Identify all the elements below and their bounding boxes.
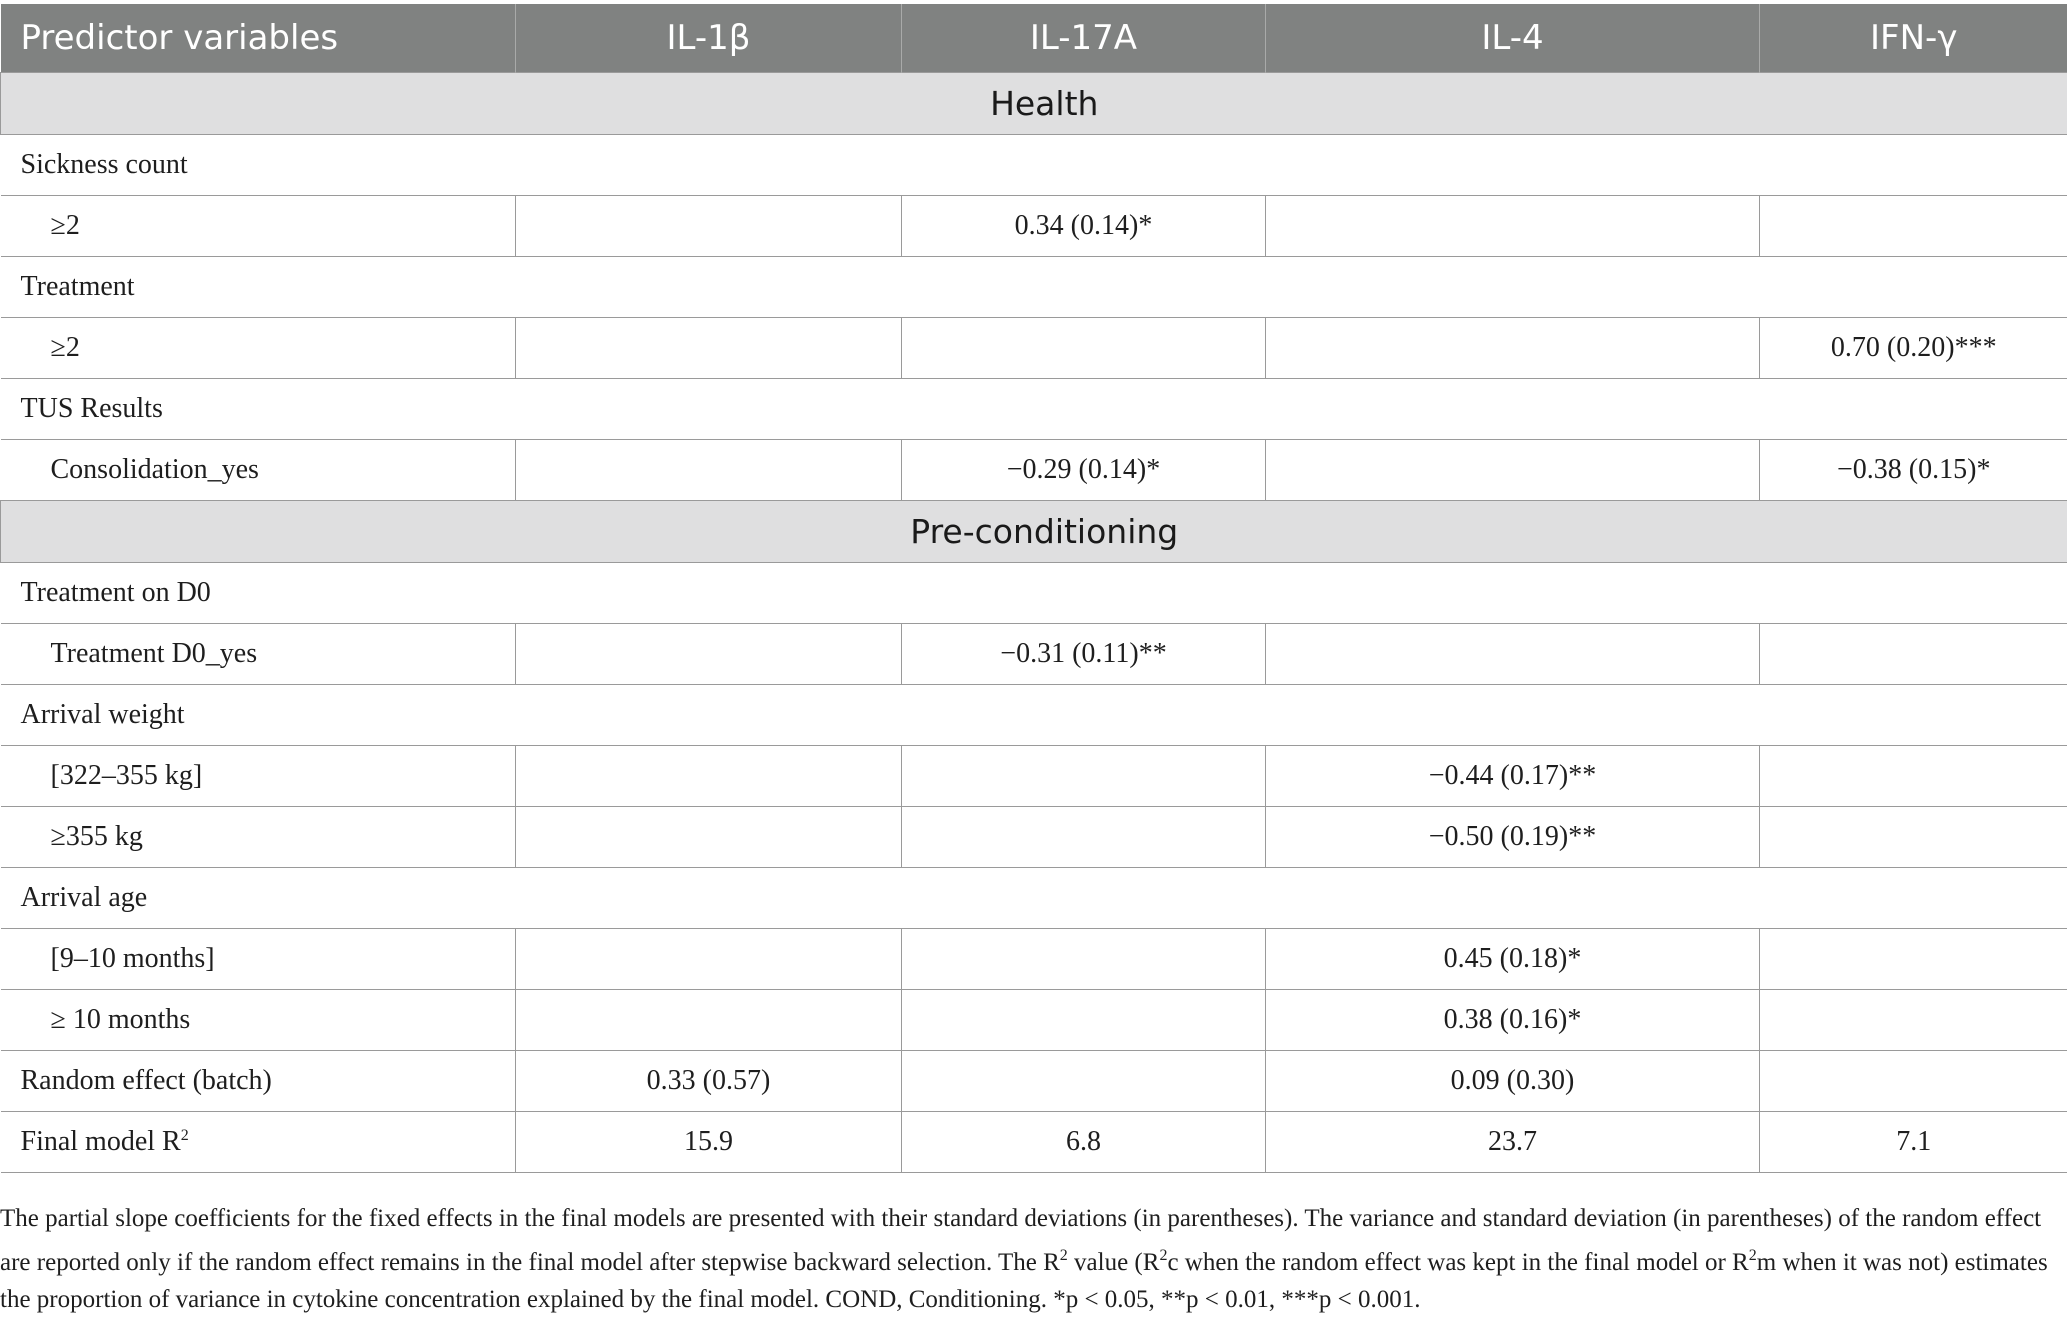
cell-il4 <box>1266 624 1760 685</box>
header-il4: IL-4 <box>1266 4 1760 73</box>
superscript: 2 <box>180 1127 189 1144</box>
header-il17a: IL-17A <box>902 4 1266 73</box>
row-label: Random effect (batch) <box>1 1051 516 1112</box>
cell-il17a: 6.8 <box>902 1112 1266 1173</box>
cell-il1b <box>516 624 902 685</box>
cell-il1b <box>516 196 902 257</box>
cell-il17a <box>902 318 1266 379</box>
group-label-arrival-age: Arrival age <box>1 868 2067 929</box>
cell-il17a <box>902 1051 1266 1112</box>
cell-il17a: 0.34 (0.14)* <box>902 196 1266 257</box>
cell-ifng: 0.70 (0.20)*** <box>1760 318 2067 379</box>
section-title-health: Health <box>1 73 2067 135</box>
cell-ifng: 7.1 <box>1760 1112 2067 1173</box>
cell-ifng <box>1760 929 2067 990</box>
cell-il4: 23.7 <box>1266 1112 1760 1173</box>
row-label: Treatment D0_yes <box>1 624 516 685</box>
group-row-arrival-weight <box>1 685 2067 746</box>
table-row <box>1 624 2067 685</box>
table-row <box>1 807 2067 868</box>
cell-il1b <box>516 440 902 501</box>
row-label: [9–10 months] <box>1 929 516 990</box>
cell-il17a <box>902 746 1266 807</box>
cell-ifng <box>1760 1051 2067 1112</box>
cell-il4 <box>1266 196 1760 257</box>
section-title-preconditioning: Pre-conditioning <box>1 501 2067 563</box>
row-label: ≥2 <box>1 318 516 379</box>
group-label-treatment-d0: Treatment on D0 <box>1 563 2067 624</box>
cell-ifng: −0.38 (0.15)* <box>1760 440 2067 501</box>
superscript: 2 <box>1159 1247 1168 1264</box>
cytokine-regression-table <box>0 4 2067 1173</box>
cell-il17a: −0.31 (0.11)** <box>902 624 1266 685</box>
cell-il4: 0.45 (0.18)* <box>1266 929 1760 990</box>
row-label: [322–355 kg] <box>1 746 516 807</box>
cell-il17a <box>902 990 1266 1051</box>
cell-il4 <box>1266 440 1760 501</box>
row-label-final-r2 <box>1 1112 516 1173</box>
results-table-container <box>0 4 2067 1173</box>
footnote-text: value (R <box>1067 1249 1160 1276</box>
cell-ifng <box>1760 624 2067 685</box>
cell-il1b <box>516 318 902 379</box>
cell-il17a <box>902 807 1266 868</box>
group-row-treatment-d0 <box>1 563 2067 624</box>
cell-il1b <box>516 990 902 1051</box>
cell-il4: −0.50 (0.19)** <box>1266 807 1760 868</box>
footnote-text: The partial slope coefficients for the fixed effects in the final models are presented with their standard deviations (in parentheses). The variance and standard deviation (in parentheses) of the random effect are reported only if the random effect remains in the final model after stepwise backward selection. The R <box>0 1205 2042 1276</box>
superscript: 2 <box>1748 1247 1757 1264</box>
row-label: ≥ 10 months <box>1 990 516 1051</box>
table-row <box>1 196 2067 257</box>
header-il1b: IL-1β <box>516 4 902 73</box>
table-row <box>1 929 2067 990</box>
row-label-text: Final model R <box>20 1126 181 1157</box>
footnote-text: c when the random effect was kept in the final model or R <box>1167 1249 1749 1276</box>
cell-il4: −0.44 (0.17)** <box>1266 746 1760 807</box>
group-label-arrival-weight: Arrival weight <box>1 685 2067 746</box>
superscript: 2 <box>1059 1247 1068 1264</box>
table-footnote <box>0 1200 2060 1318</box>
group-row-tus-results <box>1 379 2067 440</box>
cell-il1b <box>516 746 902 807</box>
cell-ifng <box>1760 990 2067 1051</box>
cell-il4: 0.09 (0.30) <box>1266 1051 1760 1112</box>
group-label-treatment: Treatment <box>1 257 2067 318</box>
cell-il4: 0.38 (0.16)* <box>1266 990 1760 1051</box>
cell-il1b <box>516 807 902 868</box>
group-label-tus-results: TUS Results <box>1 379 2067 440</box>
row-label: ≥2 <box>1 196 516 257</box>
header-ifng: IFN-γ <box>1760 4 2067 73</box>
table-row <box>1 746 2067 807</box>
table-row <box>1 1051 2067 1112</box>
section-health <box>1 73 2067 135</box>
cell-il4 <box>1266 318 1760 379</box>
cell-ifng <box>1760 807 2067 868</box>
group-row-treatment <box>1 257 2067 318</box>
cell-il1b <box>516 929 902 990</box>
header-predictor-variables: Predictor variables <box>1 4 516 73</box>
table-row <box>1 440 2067 501</box>
group-row-arrival-age <box>1 868 2067 929</box>
cell-ifng <box>1760 196 2067 257</box>
footnote-text: m when it was not) estimates the proportion of variance in cytokine concentration explained by the final model. COND, Conditioning. *p < 0.05, **p < 0.01, ***p < 0.001. <box>0 1249 2048 1313</box>
row-label: ≥355 kg <box>1 807 516 868</box>
table-header-row <box>1 4 2067 73</box>
table-row <box>1 990 2067 1051</box>
table-row <box>1 318 2067 379</box>
row-label: Consolidation_yes <box>1 440 516 501</box>
cell-il1b: 15.9 <box>516 1112 902 1173</box>
cell-il17a: −0.29 (0.14)* <box>902 440 1266 501</box>
group-row-sickness-count <box>1 135 2067 196</box>
section-preconditioning <box>1 501 2067 563</box>
cell-il17a <box>902 929 1266 990</box>
group-label-sickness-count: Sickness count <box>1 135 2067 196</box>
table-row <box>1 1112 2067 1173</box>
cell-il1b: 0.33 (0.57) <box>516 1051 902 1112</box>
cell-ifng <box>1760 746 2067 807</box>
